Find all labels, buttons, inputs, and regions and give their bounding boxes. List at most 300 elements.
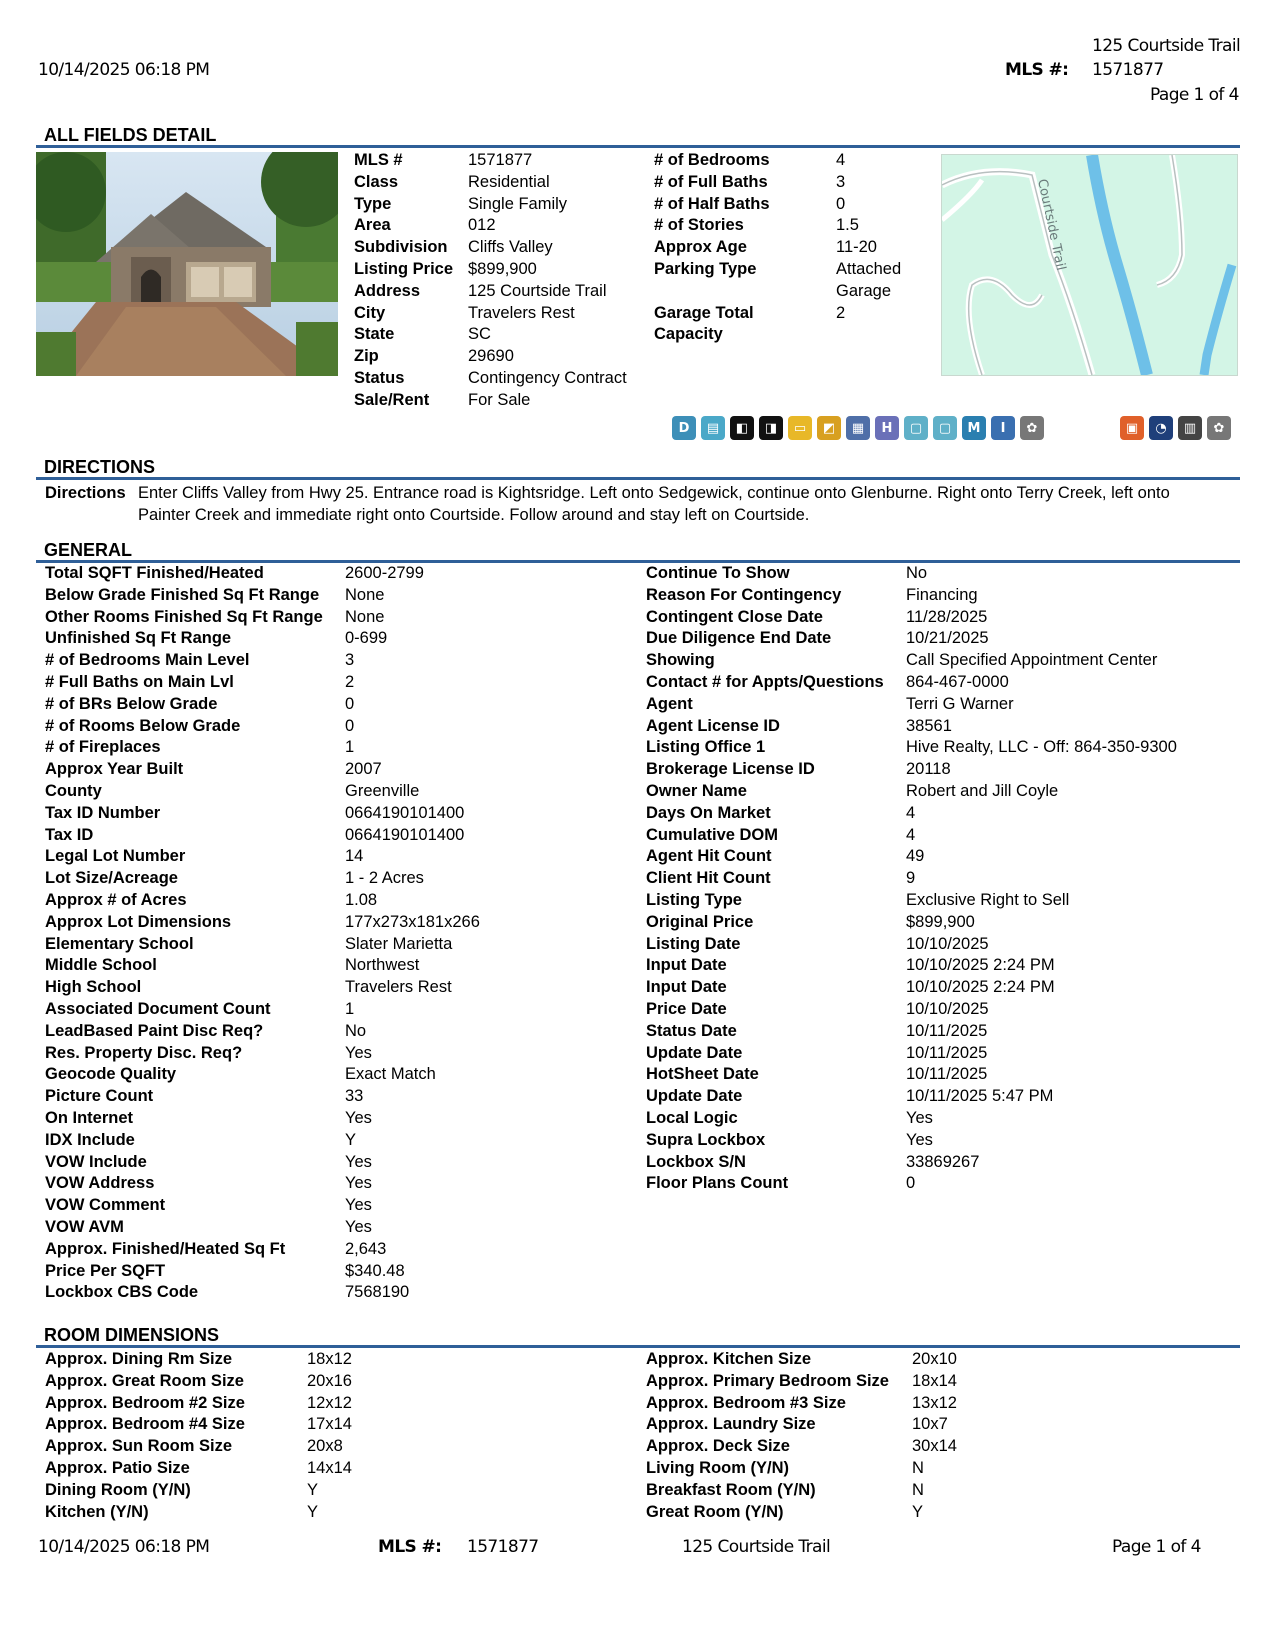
field-label: # of Fireplaces (45, 738, 161, 757)
field-label: Original Price (646, 912, 754, 931)
general-row (45, 650, 635, 672)
field-label: Garage Total (654, 303, 754, 322)
field-value: 18x14 (912, 1371, 957, 1390)
field-label: VOW AVM (45, 1217, 124, 1236)
general-left-column (45, 563, 635, 1304)
general-row (45, 1282, 635, 1304)
field-label: Capacity (654, 325, 723, 344)
rooms-left-column (45, 1349, 635, 1523)
field-label: Approx. Sun Room Size (45, 1437, 233, 1456)
field-value: Residential (468, 172, 550, 191)
field-label: Dining Room (Y/N) (45, 1480, 191, 1499)
field-label: LeadBased Paint Disc Req? (45, 1021, 264, 1040)
summary-row (354, 172, 644, 194)
car-icon[interactable]: ▦ (846, 416, 870, 440)
field-value: 20x10 (912, 1350, 957, 1368)
field-value: 125 Courtside Trail (468, 281, 607, 300)
general-row (45, 1217, 635, 1239)
field-label: Lot Size/Acreage (45, 869, 178, 888)
field-value: Contingency Contract (468, 368, 627, 387)
room-row (646, 1349, 1236, 1371)
field-value: 2 (836, 303, 846, 322)
field-label: # Full Baths on Main Lvl (45, 672, 234, 691)
general-row (646, 737, 1236, 759)
general-row (646, 1064, 1236, 1086)
general-right-column (646, 563, 1236, 1195)
field-value: 10/10/2025 2:24 PM (906, 978, 1055, 997)
field-label: Agent Hit Count (646, 847, 772, 866)
field-label: Listing Price (354, 259, 454, 278)
field-label: Approx Year Built (45, 760, 184, 779)
summary-column-1 (354, 150, 644, 412)
field-label: Continue To Show (646, 564, 790, 582)
general-row (45, 1195, 635, 1217)
field-value: 864-467-0000 (906, 672, 1009, 691)
field-label: # of Half Baths (654, 194, 770, 213)
d-icon[interactable]: D (672, 416, 696, 440)
field-label: Geocode Quality (45, 1065, 177, 1084)
general-row (45, 955, 635, 977)
field-value: 14x14 (307, 1458, 352, 1477)
summary-row (654, 237, 934, 259)
room-row (646, 1371, 1236, 1393)
field-label: Price Per SQFT (45, 1261, 166, 1280)
field-label: Breakfast Room (Y/N) (646, 1480, 816, 1499)
field-value: 012 (468, 216, 496, 235)
field-value: 10/21/2025 (906, 629, 989, 648)
general-row (646, 846, 1236, 868)
general-row (646, 672, 1236, 694)
page-icon-2[interactable]: ▢ (933, 416, 957, 440)
field-label: Listing Office 1 (646, 738, 766, 757)
section-title-general: GENERAL (44, 540, 133, 560)
field-label: Price Date (646, 999, 727, 1018)
general-row (45, 1021, 635, 1043)
general-row (646, 781, 1236, 803)
header-mls-label: MLS #: (1005, 60, 1069, 80)
field-value: 12x12 (307, 1393, 352, 1412)
folder-yellow-icon-2[interactable]: ◩ (817, 416, 841, 440)
listing-icon-strip-right (1120, 416, 1231, 440)
field-label: Type (354, 194, 392, 213)
summary-row (654, 324, 934, 346)
field-value: No (906, 564, 928, 582)
field-label: IDX Include (45, 1130, 135, 1149)
field-label: HotSheet Date (646, 1065, 759, 1084)
field-value: 38561 (906, 716, 952, 735)
general-row (646, 1086, 1236, 1108)
property-photo[interactable] (36, 152, 338, 376)
room-row (45, 1458, 635, 1480)
general-row (45, 1043, 635, 1065)
field-value: None (345, 585, 385, 604)
field-value: N (912, 1458, 924, 1477)
field-label: Agent License ID (646, 716, 780, 735)
field-value: 10x7 (912, 1415, 948, 1434)
field-label: Approx. Bedroom #4 Size (45, 1415, 245, 1434)
folder-black-icon-2[interactable]: ◨ (759, 416, 783, 440)
field-label: Due Diligence End Date (646, 629, 832, 648)
field-label: Showing (646, 651, 715, 670)
field-value: 1 (345, 999, 355, 1018)
h-icon[interactable]: H (875, 416, 899, 440)
room-row (45, 1349, 635, 1371)
general-row (646, 759, 1236, 781)
field-value: Single Family (468, 194, 568, 213)
field-value: 1 (345, 738, 355, 757)
field-label: # of Bedrooms Main Level (45, 651, 250, 670)
field-label: Agent (646, 694, 693, 713)
field-value: 2 (345, 672, 355, 691)
page-icon[interactable]: ▢ (904, 416, 928, 440)
field-value: 20118 (906, 760, 951, 779)
general-row (646, 803, 1236, 825)
general-row (45, 846, 635, 868)
general-row (45, 1108, 635, 1130)
summary-row (654, 194, 934, 216)
summary-row (354, 346, 644, 368)
field-value: Yes (345, 1152, 372, 1171)
general-row (45, 1086, 635, 1108)
general-row (646, 628, 1236, 650)
field-value: $899,900 (468, 259, 537, 278)
general-row (45, 999, 635, 1021)
room-row (45, 1502, 635, 1524)
document-icon[interactable]: ▤ (701, 416, 725, 440)
field-label: Other Rooms Finished Sq Ft Range (45, 607, 323, 626)
room-row (45, 1393, 635, 1415)
general-row (45, 934, 635, 956)
swirl-icon[interactable]: ◔ (1149, 416, 1173, 440)
field-value: 177x273x181x266 (345, 912, 480, 931)
field-label: Zip (354, 347, 379, 366)
field-value: Yes (906, 1108, 933, 1127)
bar-chart-icon[interactable]: ▥ (1178, 416, 1202, 440)
field-value: 30x14 (912, 1437, 957, 1456)
field-value: 0-699 (345, 629, 388, 648)
field-value: 11/28/2025 (906, 607, 988, 626)
field-value: 10/10/2025 (906, 999, 989, 1018)
field-label: # of Full Baths (654, 172, 768, 191)
room-row (646, 1436, 1236, 1458)
summary-row (354, 324, 644, 346)
field-value: 20x8 (307, 1437, 343, 1456)
section-rule (36, 145, 1240, 148)
general-row (45, 977, 635, 999)
field-label: # of Stories (654, 216, 744, 235)
field-value: 20x16 (307, 1371, 352, 1390)
field-value: 4 (906, 825, 916, 844)
field-value: Yes (345, 1174, 372, 1193)
field-value: 10/11/2025 5:47 PM (906, 1087, 1054, 1106)
field-label: Living Room (Y/N) (646, 1458, 789, 1477)
listing-icon-strip (672, 416, 1044, 440)
field-value: 0 (345, 716, 355, 735)
field-value: Yes (345, 1108, 372, 1127)
field-label: # of BRs Below Grade (45, 694, 218, 713)
header-page: Page 1 of 4 (1150, 85, 1239, 105)
field-value: Northwest (345, 956, 420, 975)
field-label: Approx Lot Dimensions (45, 912, 232, 931)
general-row (45, 803, 635, 825)
field-value: $899,900 (906, 912, 975, 931)
field-value: Exact Match (345, 1065, 436, 1084)
field-value: Y (307, 1502, 319, 1521)
field-value: Attached (836, 259, 902, 278)
field-value: 7568190 (345, 1283, 410, 1302)
field-label: Listing Date (646, 934, 741, 953)
directions-label: Directions (45, 484, 126, 502)
field-label: Local Logic (646, 1108, 738, 1127)
field-label: Total SQFT Finished/Heated (45, 564, 264, 582)
field-label: Days On Market (646, 803, 771, 822)
field-value: None (345, 607, 385, 626)
general-row (646, 999, 1236, 1021)
summary-row (654, 215, 934, 237)
field-label: # of Rooms Below Grade (45, 716, 241, 735)
field-value: Y (307, 1480, 319, 1499)
field-value: 10/10/2025 (906, 934, 989, 953)
field-label: Kitchen (Y/N) (45, 1502, 149, 1521)
field-label: Middle School (45, 956, 157, 975)
general-row (646, 650, 1236, 672)
field-label: Elementary School (45, 934, 194, 953)
field-value: 17x14 (307, 1415, 352, 1434)
field-value: 1.08 (345, 890, 378, 909)
general-row (646, 563, 1236, 585)
palette-icon[interactable]: ✿ (1020, 416, 1044, 440)
general-row (45, 912, 635, 934)
general-row (45, 716, 635, 738)
field-value: 3 (345, 651, 355, 670)
field-label: VOW Address (45, 1174, 155, 1193)
field-label: Owner Name (646, 781, 747, 800)
field-value: SC (468, 325, 491, 344)
field-label: Contingent Close Date (646, 607, 823, 626)
field-label: VOW Comment (45, 1196, 166, 1215)
general-row (646, 868, 1236, 890)
folder-black-icon[interactable]: ◧ (730, 416, 754, 440)
field-label: Area (354, 216, 391, 235)
field-value: 0 (836, 194, 846, 213)
summary-row (654, 150, 934, 172)
field-label: Brokerage License ID (646, 760, 815, 779)
field-value: Travelers Rest (345, 978, 452, 997)
summary-row (354, 390, 644, 412)
general-row (45, 1152, 635, 1174)
general-row (646, 934, 1236, 956)
field-value: Y (912, 1502, 924, 1521)
field-label: Approx. Bedroom #3 Size (646, 1393, 846, 1412)
field-value: $340.48 (345, 1261, 405, 1280)
field-value: N (912, 1480, 924, 1499)
location-map[interactable] (941, 154, 1238, 376)
room-row (646, 1414, 1236, 1436)
field-value: 4 (906, 803, 916, 822)
field-value: Yes (345, 1196, 372, 1215)
field-label: Client Hit Count (646, 869, 771, 888)
field-label: Reason For Contingency (646, 585, 842, 604)
field-value: 0664190101400 (345, 825, 465, 844)
general-row (45, 672, 635, 694)
header-address: 125 Courtside Trail (1092, 36, 1241, 56)
summary-row (654, 259, 934, 281)
field-value: 4 (836, 151, 846, 169)
field-label: Lockbox CBS Code (45, 1283, 199, 1302)
general-row (45, 781, 635, 803)
field-label: Tax ID (45, 825, 94, 844)
field-label (654, 281, 836, 303)
field-label: County (45, 781, 102, 800)
field-label: On Internet (45, 1108, 134, 1127)
field-label: Sale/Rent (354, 390, 430, 409)
field-label: Approx. Laundry Size (646, 1415, 816, 1434)
field-label: Floor Plans Count (646, 1174, 789, 1193)
field-value: Greenville (345, 781, 420, 800)
field-label: Approx. Finished/Heated Sq Ft (45, 1239, 286, 1258)
general-row (45, 1239, 635, 1261)
section-rule (36, 1345, 1240, 1348)
field-value: Travelers Rest (468, 303, 575, 322)
field-value: 10/11/2025 (906, 1043, 988, 1062)
field-value: 10/11/2025 (906, 1021, 988, 1040)
field-value: Exclusive Right to Sell (906, 890, 1070, 909)
field-label: VOW Include (45, 1152, 147, 1171)
field-value: No (345, 1021, 367, 1040)
room-row (45, 1414, 635, 1436)
field-label: Approx. Primary Bedroom Size (646, 1371, 889, 1390)
field-label: Parking Type (654, 259, 757, 278)
general-row (646, 977, 1236, 999)
room-row (646, 1393, 1236, 1415)
field-value: 3 (836, 172, 846, 191)
field-label: Cumulative DOM (646, 825, 779, 844)
general-row (45, 607, 635, 629)
field-value: 9 (906, 869, 916, 888)
field-value: 2,643 (345, 1239, 387, 1258)
field-value: 49 (906, 847, 925, 866)
field-label: Approx. Patio Size (45, 1458, 190, 1477)
directions-line-1: Enter Cliffs Valley from Hwy 25. Entrance road is Kightsridge. Left onto Sedgewick, continue onto Glenburne. Right onto Terry Creek, left onto (138, 484, 1170, 502)
field-value: Call Specified Appointment Center (906, 651, 1158, 670)
footer-address: 125 Courtside Trail (682, 1537, 831, 1557)
field-label: Picture Count (45, 1087, 154, 1106)
general-row (646, 912, 1236, 934)
room-row (646, 1502, 1236, 1524)
field-label: # of Bedrooms (654, 151, 770, 169)
map-street-label: Courtside Trail (1034, 177, 1069, 272)
field-label: Great Room (Y/N) (646, 1502, 784, 1521)
summary-column-2 (654, 150, 934, 346)
map-image (942, 155, 1237, 375)
field-label: Lockbox S/N (646, 1152, 746, 1171)
general-row (646, 890, 1236, 912)
field-label: Below Grade Finished Sq Ft Range (45, 585, 320, 604)
room-row (45, 1436, 635, 1458)
house-photo-image (36, 152, 338, 376)
footer-mls-number: 1571877 (467, 1537, 539, 1557)
general-row (45, 825, 635, 847)
general-row (646, 825, 1236, 847)
summary-row (354, 368, 644, 390)
summary-row (354, 237, 644, 259)
room-row (646, 1480, 1236, 1502)
general-row (45, 1064, 635, 1086)
room-row (45, 1371, 635, 1393)
field-value: Y (345, 1130, 357, 1149)
field-label: Approx. Dining Rm Size (45, 1350, 233, 1368)
folder-yellow-icon[interactable]: ▭ (788, 416, 812, 440)
lock-icon[interactable]: ▣ (1120, 416, 1144, 440)
field-label: Res. Property Disc. Req? (45, 1043, 243, 1062)
field-label: Class (354, 172, 399, 191)
palette-icon-right[interactable]: ✿ (1207, 416, 1231, 440)
general-row (646, 1173, 1236, 1195)
field-value: 11-20 (836, 238, 877, 257)
field-label: Update Date (646, 1087, 743, 1106)
m-icon[interactable]: M (962, 416, 986, 440)
field-value: Financing (906, 585, 978, 604)
field-label: Supra Lockbox (646, 1130, 766, 1149)
summary-row (354, 150, 644, 172)
summary-row (654, 172, 934, 194)
section-title-directions: DIRECTIONS (44, 457, 156, 477)
general-row (45, 868, 635, 890)
footer-mls-label: MLS #: (378, 1537, 442, 1557)
field-value: 33 (345, 1087, 364, 1106)
summary-row (654, 281, 934, 303)
section-title-rooms: ROOM DIMENSIONS (44, 1325, 220, 1345)
field-label: Approx. Kitchen Size (646, 1350, 812, 1368)
field-value: Hive Realty, LLC - Off: 864-350-9300 (906, 738, 1177, 757)
general-row (45, 628, 635, 650)
field-value: 14 (345, 847, 364, 866)
general-row (646, 585, 1236, 607)
field-label: Status (354, 368, 405, 387)
field-label: Approx # of Acres (45, 890, 187, 909)
header-mls-number: 1571877 (1092, 60, 1164, 80)
room-row (646, 1458, 1236, 1480)
field-label: MLS # (354, 151, 403, 169)
section-title-all-fields: ALL FIELDS DETAIL (44, 125, 217, 145)
field-label: Address (354, 281, 421, 300)
field-label: Approx Age (654, 238, 747, 257)
field-value: 1571877 (468, 151, 533, 169)
general-row (45, 890, 635, 912)
field-value: Terri G Warner (906, 694, 1014, 713)
field-value: For Sale (468, 390, 531, 409)
field-value: Yes (906, 1130, 933, 1149)
summary-row (654, 303, 934, 325)
section-rule (36, 477, 1240, 480)
summary-row (354, 281, 644, 303)
field-value: 10/11/2025 (906, 1065, 988, 1084)
field-label: Listing Type (646, 890, 742, 909)
field-value: 2007 (345, 760, 382, 779)
field-label: Legal Lot Number (45, 847, 186, 866)
footer-datetime: 10/14/2025 06:18 PM (38, 1537, 210, 1557)
field-value: 13x12 (912, 1393, 957, 1412)
info-icon[interactable]: I (991, 416, 1015, 440)
field-value: 0 (345, 694, 355, 713)
field-value: 10/10/2025 2:24 PM (906, 956, 1055, 975)
field-value: Yes (345, 1217, 372, 1236)
general-row (45, 1130, 635, 1152)
field-value: 18x12 (307, 1350, 352, 1368)
field-label: City (354, 303, 386, 322)
general-row (45, 737, 635, 759)
field-value: 0664190101400 (345, 803, 465, 822)
